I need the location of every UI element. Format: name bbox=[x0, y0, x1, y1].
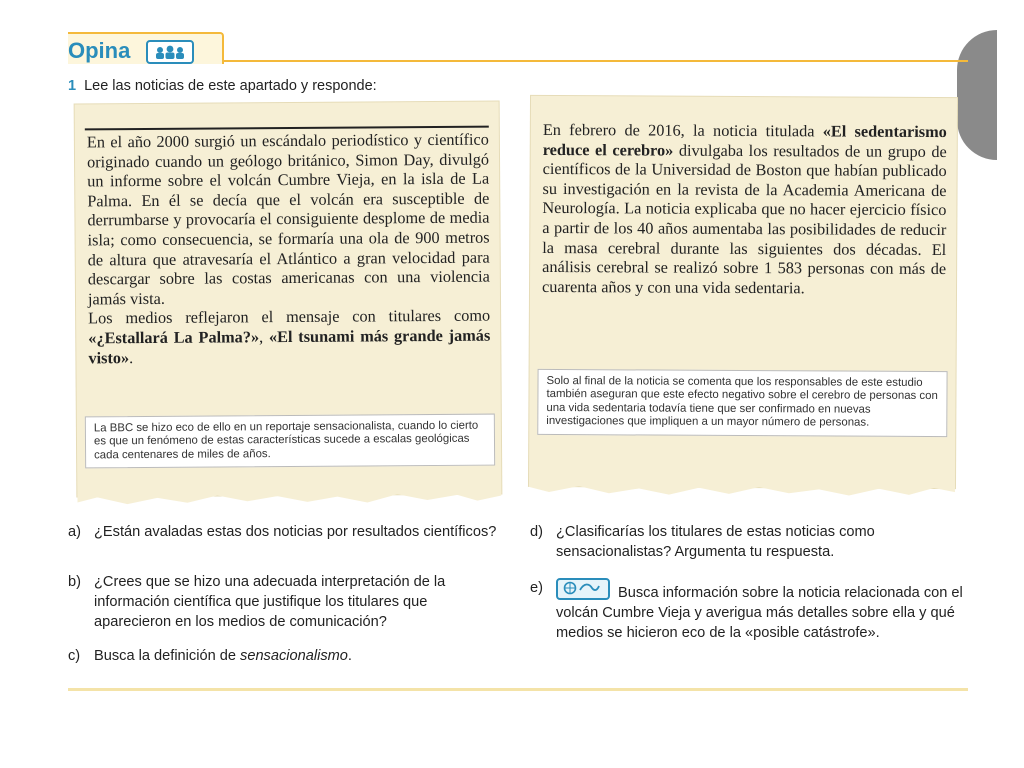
news-text: , bbox=[258, 327, 270, 347]
question-text-part: Busca la definición de bbox=[94, 648, 241, 664]
news-paragraph: En el año 2000 surgió un escándalo periodístico y científico originado cuando un geólogo británico, Simon Day, divulgó un informe sobre el volcán Cumbre Vieja, en la isla de La Palma. En él se decía que el volcán era susceptible de derrumbarse y provocaría el consiguiente desplome de media isla; como consecuencia, se formaría una ola de 900 metros de altura que atravesaría el Atlántico a gran velocidad para descargar sobre las costas americanas con una violencia jamás vista. bbox=[86, 129, 490, 309]
question-text bbox=[556, 578, 966, 643]
question-term: sensacionalismo bbox=[240, 648, 348, 664]
question-c bbox=[68, 646, 508, 666]
news-headline: «El sedentarismo reduce el cerebro» bbox=[542, 121, 947, 160]
news-text: divulgaba los resultados de un grupo de científicos de la Universidad de Boston que habían publicado su investigación en la revista de la Academia Americana de Neurología. La noticia explicaba que no hacer ejercicio físico a partir de los 40 años aumentaba las posibilidades de reducir la masa cerebral durante las siguientes dos décadas. El análisis cerebral se realizó sobre 1 583 personas con más de cuarenta años y con una vida sedentaria. bbox=[541, 140, 947, 298]
news-card-sedentarismo bbox=[529, 96, 957, 488]
question-a bbox=[68, 522, 508, 542]
torn-edge bbox=[529, 484, 955, 498]
question-b bbox=[68, 572, 508, 632]
question-label: d) bbox=[530, 524, 543, 540]
news-paragraph bbox=[88, 306, 490, 368]
news-text: Los medios reflejaron el mensaje con titulares como bbox=[88, 305, 491, 328]
question-text-part: Busca información sobre la noticia relacionada con el volcán Cumbre Vieja y averigua más detalles sobre ella y qué medios se hicieron eco de la «posible catástrofe». bbox=[556, 585, 963, 641]
news-text: En febrero de 2016, la noticia titulada bbox=[542, 119, 823, 141]
question-text bbox=[94, 646, 508, 666]
news-body bbox=[542, 120, 947, 298]
news-note: Solo al final de la noticia se comenta que los responsables de este estudio también aseguran que este efecto negativo sobre el cerebro de personas con una vida sedentaria todavía tiene que ser confirmado en nuevas investigaciones que impliquen a un mayor número de personas. bbox=[537, 369, 947, 437]
discussion-group-icon bbox=[146, 40, 194, 64]
bottom-rule bbox=[68, 688, 968, 691]
news-body bbox=[87, 130, 491, 368]
question-d bbox=[530, 522, 966, 562]
news-text: . bbox=[129, 347, 134, 367]
internet-search-icon bbox=[556, 578, 610, 600]
header-rule bbox=[222, 60, 968, 62]
news-headline: «El tsunami más grande jamás visto» bbox=[88, 325, 491, 367]
question-label: b) bbox=[68, 574, 81, 590]
news-paragraph bbox=[542, 120, 947, 298]
question-label: e) bbox=[530, 580, 543, 596]
news-note: La BBC se hizo eco de ello en un reportaje sensacionalista, cuando lo cierto es que un fenómeno de estas características sucede a escalas geológicas cada centenares de miles de años. bbox=[85, 414, 495, 469]
torn-edge bbox=[77, 492, 501, 507]
question-text-part: . bbox=[347, 648, 352, 664]
question-text: ¿Crees que se hizo una adecuada interpretación de la información científica que justifique los titulares que aparecieron en los medios de comunicación? bbox=[94, 574, 446, 630]
activity-number: 1 bbox=[68, 78, 77, 94]
news-card-cumbre-vieja bbox=[75, 102, 502, 497]
question-label: c) bbox=[68, 648, 81, 664]
question-label: a) bbox=[68, 524, 81, 540]
question-text: ¿Están avaladas estas dos noticias por resultados científicos? bbox=[94, 524, 497, 540]
section-title: Opina bbox=[68, 38, 131, 63]
question-text: ¿Clasificarías los titulares de estas noticias como sensacionalistas? Argumenta tu respuesta. bbox=[556, 524, 875, 560]
news-headline: «¿Estallará La Palma?» bbox=[88, 327, 260, 348]
question-e bbox=[530, 578, 966, 643]
activity-instruction bbox=[68, 78, 377, 94]
section-header bbox=[68, 32, 968, 62]
instruction-text: Lee las noticias de este apartado y responde: bbox=[84, 78, 377, 94]
